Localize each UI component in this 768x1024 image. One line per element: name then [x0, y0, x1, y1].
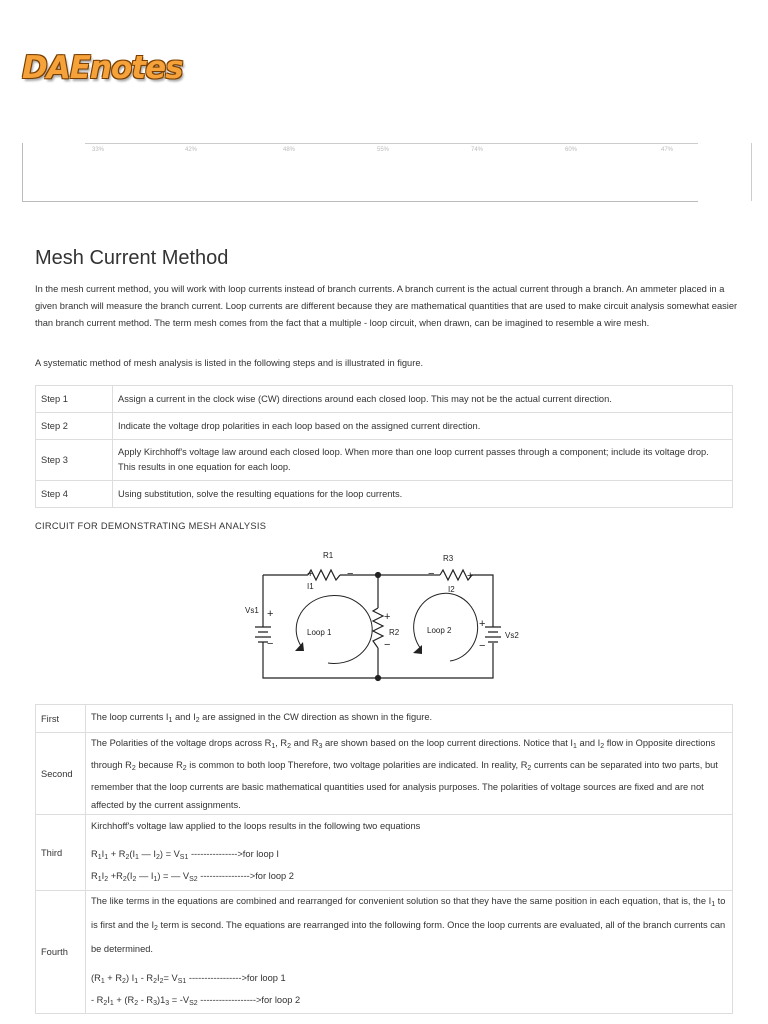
circuit-caption: CIRCUIT FOR DEMONSTRATING MESH ANALYSIS: [35, 521, 267, 531]
table-row: [36, 481, 733, 508]
r2-resistor: [373, 608, 383, 648]
analysis-label: Third: [36, 815, 86, 891]
step-label: Step 2: [36, 413, 113, 440]
analysis-text: The Polarities of the voltage drops across $R_1$, $R_2$ and $R_3$ are shown based on the loop current directions. Notice that $I_1$ and $I_2$ flow in Opposite directions through $R_2$ because $R_2$ is common to both loop Therefore, two voltage polarities are indicated. In reality, $R_2$ currents can be separated into two parts, but remember that the loop currents are basic mathematical quantities used for analysis purposes. The polarities of voltage sources are fixed and are not affected by the current assignments.: [86, 733, 733, 815]
analysis-label: First: [36, 705, 86, 733]
vs1-minus-sign: −: [267, 638, 274, 650]
analysis-text: [86, 891, 733, 1014]
step-label: Step 4: [36, 481, 113, 508]
vs1-plus-sign: +: [267, 608, 274, 620]
equation-loop-1: $R_1I_1 + R_2(I_1$ — $I_2) = V_{S1}$ --------------->for loop I: [91, 848, 279, 861]
r1-minus-sign: −: [347, 568, 354, 580]
ad-tick: 74%: [470, 147, 484, 153]
vs1-label: Vs1: [245, 606, 259, 615]
vs2-label: Vs2: [505, 631, 519, 640]
loop1-label: Loop 1: [307, 628, 332, 637]
ad-tick: 55%: [376, 147, 390, 153]
junction-dot: [376, 573, 381, 578]
r1-plus-sign: +: [307, 568, 314, 580]
site-logo[interactable]: DAEnotes: [22, 50, 183, 86]
r3-plus-sign: +: [467, 570, 474, 582]
third-intro: Kirchhoff's voltage law applied to the loops results in the following two equations: [91, 820, 421, 831]
step-text: Using substitution, solve the resulting equations for the loop currents.: [113, 481, 733, 508]
table-row: [36, 413, 733, 440]
analysis-text: [86, 815, 733, 891]
step-text: Assign a current in the clock wise (CW) directions around each closed loop. This may not be the actual current direction.: [113, 386, 733, 413]
r3-minus-sign: −: [428, 568, 435, 580]
vs2-plus-sign: +: [479, 618, 486, 630]
table-row: [36, 815, 733, 891]
ad-tick: 48%: [282, 147, 296, 153]
step-label: Step 1: [36, 386, 113, 413]
rearranged-equation-2: - $R_2I_1 + (R_2 - R_3)1_3 = -V_{S2}$ ------------------>for loop 2: [91, 995, 301, 1007]
page-title: Mesh Current Method: [35, 247, 229, 269]
intro-paragraph: In the mesh current method, you will work with loop currents instead of branch currents. A branch current is the actual current through a branch. An ammeter placed in a given branch will measure the branch current. Loop currents are different because they are mathematical quantities that are used to make circuit analysis somewhat easier than branch current method. The term mesh comes from the fact that a multiple - loop circuit, when drawn, can be imagined to resemble a wire mesh.: [35, 284, 738, 328]
table-row: [36, 705, 733, 733]
mesh-circuit-diagram: [243, 545, 528, 687]
loop2-label: Loop 2: [427, 626, 452, 635]
step-text: Apply Kirchhoff's voltage law around each closed loop. When more than one loop current passes through a component; include its voltage drop. This results in one equation for each loop.: [113, 440, 733, 481]
vs2-minus-sign: −: [479, 640, 486, 652]
analysis-table: [35, 704, 733, 1014]
equation-loop-2: $R_1I_2 +R_2(I_2$ — $I_1$) = — $V_{S2}$ ---------------->for loop 2: [91, 870, 294, 883]
steps-table: [35, 385, 733, 508]
ad-tick: 60%: [564, 147, 578, 153]
ad-top-line: [85, 143, 698, 144]
table-row: [36, 891, 733, 1014]
r2-label: R2: [389, 628, 400, 637]
ad-side-border: [751, 143, 752, 201]
step-label: Step 3: [36, 440, 113, 481]
rearranged-equation-1: $(R_1 + R_2)$ $I_1 - R_2I_2= V_{S1}$ ----------------->for loop 1: [91, 973, 286, 985]
ad-banner: [22, 143, 698, 202]
analysis-text: The loop currents $I_1$ and $I_2$ are assigned in the CW direction as shown in the figure.: [86, 705, 733, 733]
r2-plus-sign: +: [384, 611, 391, 623]
table-row: [36, 386, 733, 413]
fourth-intro: The like terms in the equations are combined and rearranged for convenient solution so that they have the same position in each equation, that is, the $I_1$ to is first and the $I_2$ term is second. The equations are rearranged into the following form. Once the loop currents are evaluated, all of the branch currents can be determined.: [91, 896, 726, 954]
r1-label: R1: [323, 551, 334, 560]
r2-minus-sign: −: [384, 639, 391, 651]
ad-ticks: [23, 147, 698, 157]
step-text: Indicate the voltage drop polarities in each loop based on the assigned current direction.: [113, 413, 733, 440]
systematic-paragraph: A systematic method of mesh analysis is listed in the following steps and is illustrated in figure.: [35, 358, 424, 368]
junction-dot: [376, 676, 381, 681]
i1-label: I1: [307, 582, 314, 591]
r3-label: R3: [443, 554, 454, 563]
analysis-label: Fourth: [36, 891, 86, 1014]
table-row: [36, 733, 733, 815]
vs2-battery: [485, 627, 501, 642]
analysis-label: Second: [36, 733, 86, 815]
table-row: [36, 440, 733, 481]
i2-label: I2: [448, 585, 455, 594]
ad-tick: 47%: [660, 147, 674, 153]
ad-tick: 33%: [91, 147, 105, 153]
ad-tick: 42%: [184, 147, 198, 153]
